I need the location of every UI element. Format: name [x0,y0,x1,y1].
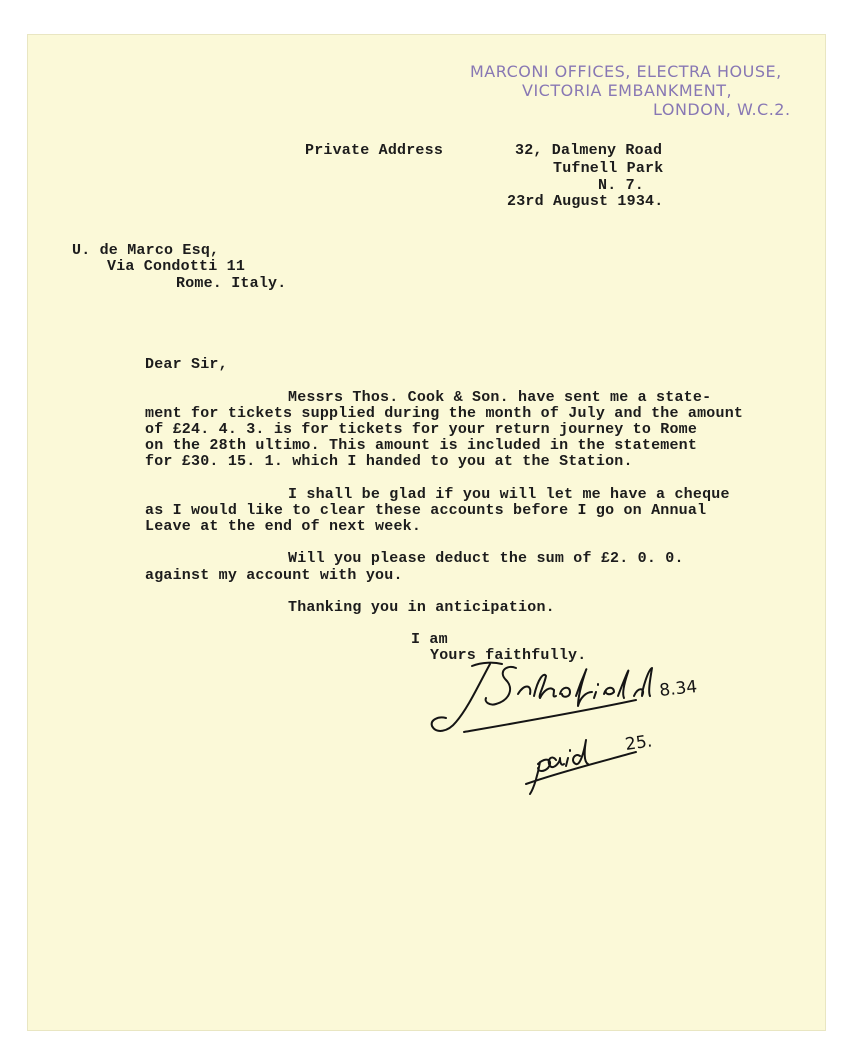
stamp-line-2: VICTORIA EMBANKMENT, [522,81,733,100]
body-p2-line-3: Leave at the end of next week. [145,518,422,535]
svg-text:25.: 25. [623,731,654,755]
stamp-line-3: LONDON, W.C.2. [653,100,791,119]
closing-yours-faithfully: Yours faithfully. [430,647,587,664]
salutation: Dear Sir, [145,356,228,373]
address-line-2: Tufnell Park [553,160,664,177]
address-line-3: N. 7. [598,177,645,194]
body-p1-line-1: Messrs Thos. Cook & Son. have sent me a state- [288,389,712,406]
body-p1-line-4: on the 28th ultimo. This amount is included in the statement [145,437,698,454]
recipient-city: Rome. Italy. [176,275,287,292]
address-line-1: 32, Dalmeny Road [515,142,663,159]
handwritten-signature [420,656,740,806]
thanks-line: Thanking you in anticipation. [288,599,555,616]
closing-i-am: I am [411,631,448,648]
body-p1-line-2: ment for tickets supplied during the month of July and the amount [145,405,744,422]
body-p3-line-2: against my account with you. [145,567,403,584]
recipient-street: Via Condotti 11 [107,258,246,275]
body-p1-line-3: of £24. 4. 3. is for tickets for your return journey to Rome [145,421,698,438]
recipient-name: U. de Marco Esq, [72,242,220,259]
letterhead-stamp [470,62,806,119]
body-p3-line-1: Will you please deduct the sum of £2. 0. 0. [288,550,684,567]
svg-text:8.34: 8.34 [658,677,699,701]
body-p2-line-2: as I would like to clear these accounts before I go on Annual [145,502,707,519]
body-p2-line-1: I shall be glad if you will let me have a cheque [288,486,730,503]
letter-date: 23rd August 1934. [507,193,664,210]
body-p1-line-5: for £30. 15. 1. which I handed to you at the Station. [145,453,633,470]
stamp-line-1: MARCONI OFFICES, ELECTRA HOUSE, [470,62,782,81]
private-address-label: Private Address [305,142,444,159]
